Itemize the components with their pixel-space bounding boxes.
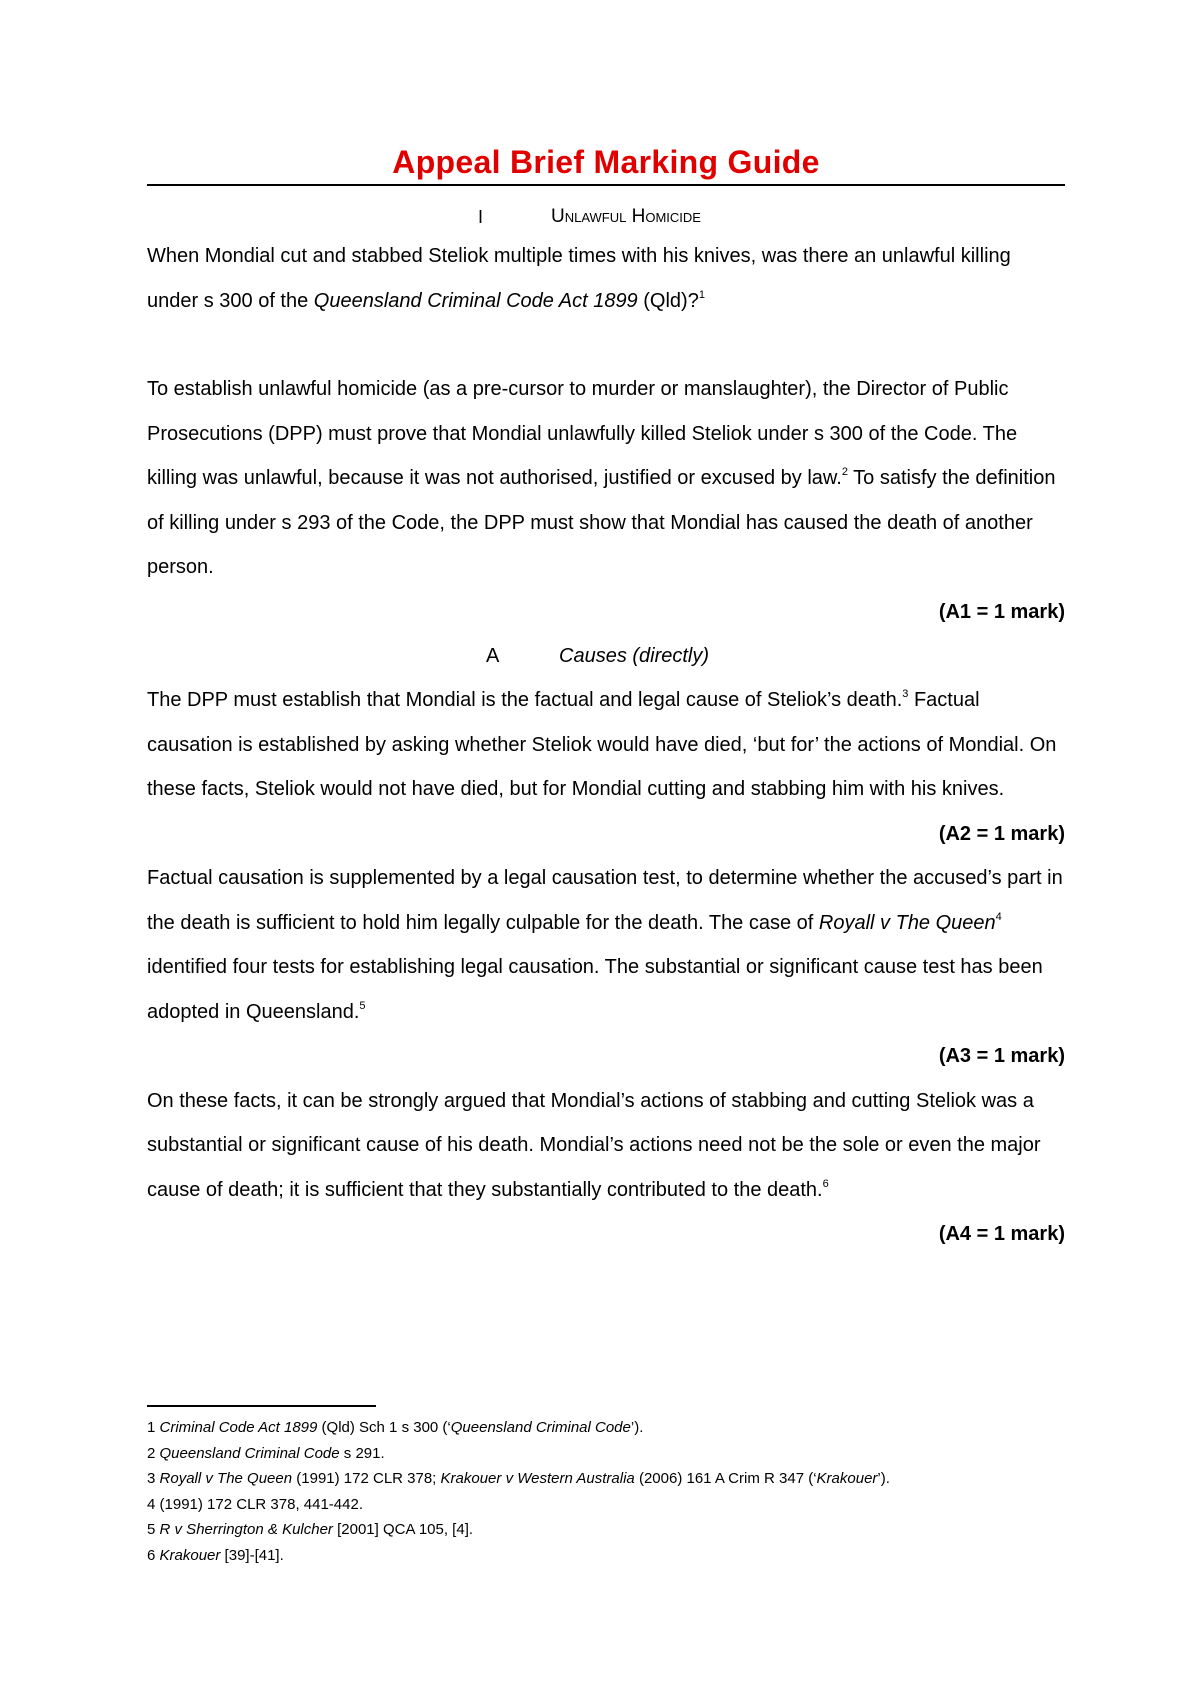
legal-causation-paragraph xyxy=(147,856,1065,1034)
subsection-heading xyxy=(147,634,1065,678)
homicide-text-end: To satisfy the definition of killing under s 293 of the Code, the DPP must show that Mondial has caused the death of another person. xyxy=(147,467,1056,578)
question-paragraph xyxy=(147,234,1065,323)
question-text: When Mondial cut and stabbed Steliok multiple times with his knives, was there an unlawful killing under s 300 of the xyxy=(147,245,1011,312)
section-title: Unlawful Homicide xyxy=(551,206,701,227)
question-text-end: (Qld)? xyxy=(637,289,699,312)
mark-a4: (A4 = 1 mark) xyxy=(938,1223,1065,1245)
footnote-ref[interactable]: 2 xyxy=(841,466,848,478)
causation-text: The DPP must establish that Mondial is the factual and legal cause of Steliok’s death. xyxy=(147,689,903,711)
footnote-ref[interactable]: 5 xyxy=(359,999,366,1012)
homicide-text: To establish unlawful homicide (as a pre-cursor to murder or manslaughter), the Director of Public Prosecutions (DPP) must prove that Mondial unlawfully killed Steliok under s 300 of the Code. The killing was unlawful, because it was not authorised, justified or excused by law. xyxy=(147,378,1018,489)
causation-text-end: Factual causation is established by asking whether Steliok would have died, ‘but for’ the actions of Mondial. On these facts, Steliok would not have died, but for Mondial cutting and stabbing him with his knives. xyxy=(147,689,1057,800)
subsection-letter: A xyxy=(486,645,500,667)
footnote-5: 5 R v Sherrington & Kulcher [2001] QCA 105, [4]. xyxy=(147,1521,474,1538)
footnote-ref[interactable]: 1 xyxy=(698,288,705,301)
footnotes xyxy=(147,1405,1065,1568)
footnote-divider xyxy=(147,1405,376,1407)
act-name: Queensland Criminal Code Act 1899 xyxy=(313,289,638,312)
mark-a1: (A1 = 1 mark) xyxy=(938,600,1065,623)
title-divider xyxy=(147,184,1065,186)
footnote-1: 1 Criminal Code Act 1899 (Qld) Sch 1 s 300 (‘Queensland Criminal Code’). xyxy=(147,1419,644,1436)
footnote-2: 2 Queensland Criminal Code s 291. xyxy=(147,1444,385,1462)
mark-a2: (A2 = 1 mark) xyxy=(938,822,1065,845)
argument-paragraph xyxy=(147,1079,1065,1213)
legal-causation-text-end: identified four tests for establishing legal causation. The substantial or significant cause test has been adopted in Queensland. xyxy=(147,956,1043,1023)
section-number: I xyxy=(478,207,484,227)
homicide-paragraph xyxy=(147,367,1065,590)
section-heading xyxy=(147,200,1065,234)
causation-paragraph xyxy=(147,678,1065,812)
document-body xyxy=(147,140,1065,1257)
footnote-4: 4 (1991) 172 CLR 378, 441-442. xyxy=(147,1495,363,1513)
footnote-ref[interactable]: 3 xyxy=(902,688,909,700)
subsection-title: Causes (directly) xyxy=(559,645,710,667)
footnote-6: 6 Krakouer [39]-[41]. xyxy=(147,1546,284,1564)
mark-a3: (A3 = 1 mark) xyxy=(938,1045,1065,1067)
argument-text: On these facts, it can be strongly argued that Mondial’s actions of stabbing and cutting Steliok was a substantial or significant cause of his death. Mondial’s actions need not be the sole or even the major cause of death; it is sufficient that they substantially contributed to the death. xyxy=(147,1089,1041,1201)
footnote-3: 3 Royall v The Queen (1991) 172 CLR 378; Krakouer v Western Australia (2006) 161 A Crim R 347 (‘Krakouer’). xyxy=(147,1470,890,1487)
case-name: Royall v The Queen xyxy=(818,911,996,934)
footnote-ref[interactable]: 6 xyxy=(822,1177,829,1190)
page-title: Appeal Brief Marking Guide xyxy=(392,144,820,180)
legal-causation-text: Factual causation is supplemented by a legal causation test, to determine whether the accused’s part in the death is sufficient to hold him legally culpable for the death. The case of xyxy=(147,867,1063,934)
footnote-ref[interactable]: 4 xyxy=(995,910,1002,923)
